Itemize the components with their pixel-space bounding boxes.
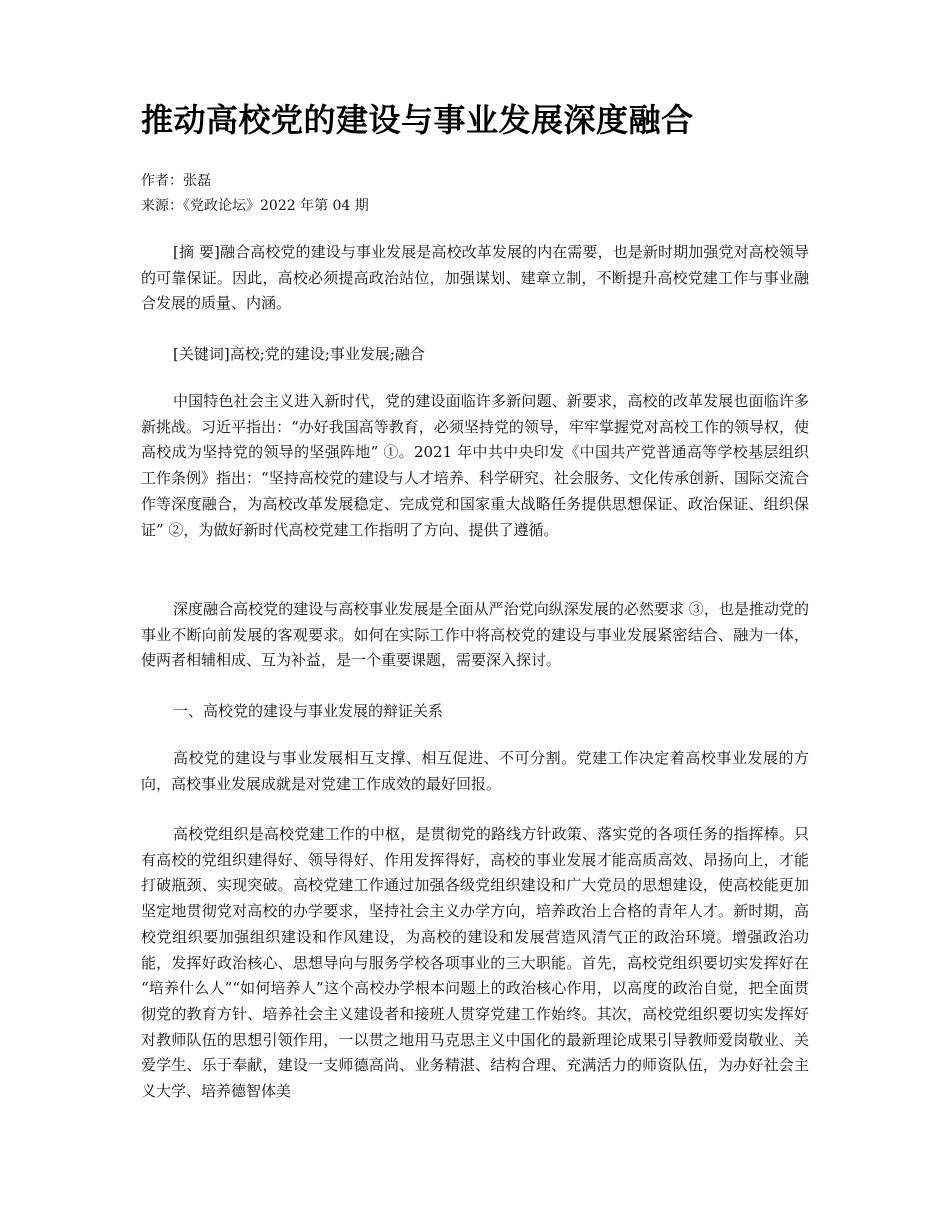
body-paragraph: 高校党的建设与事业发展相互支撑、相互促进、不可分割。党建工作决定着高校事业发展的方向，高校事业发展成就是对党建工作成效的最好回报。: [141, 749, 809, 793]
author-line: 作者：张磊: [141, 173, 211, 189]
body-paragraph: 中国特色社会主义进入新时代，党的建设面临许多新问题、新要求，高校的改革发展也面临许多新挑战。习近平指出：“办好我国高等教育，必须坚持党的领导，牢牢掌握党对高校工作的领导权，使高校成为坚持党的领导的坚强阵地” ①。2021 年中共中央印发《中国共产党普通高等学校基层组织工作条例》指出：“坚持高校党的建设与人才培养、科学研究、社会服务、文化传承创新、国际交流合作等深度融合，为高校改革发展稳定、完成党和国家重大战略任务提供思想保证、政治保证、组织保证” ②，为做好新时代高校党建工作指明了方向、提供了遵循。: [141, 392, 809, 539]
source-line: 来源：《党政论坛》2022 年第 04 期: [141, 198, 369, 214]
article-title: 推动高校党的建设与事业发展深度融合: [141, 101, 694, 139]
section-heading: 一、高校党的建设与事业发展的辩证关系: [173, 702, 444, 720]
body-paragraph: 高校党组织是高校党建工作的中枢，是贯彻党的路线方针政策、落实党的各项任务的指挥棒。只有高校的党组织建得好、领导得好、作用发挥得好，高校的事业发展才能高质高效、昂扬向上，才能打破瓶颈、实现突破。高校党建工作通过加强各级党组织建设和广大党员的思想建设，使高校能更加坚定地贯彻党对高校的办学要求，坚持社会主义办学方向，培养政治上合格的青年人才。新时期，高校党组织要加强组织建设和作风建设，为高校的建设和发展营造风清气正的政治环境。增强政治功能，发挥好政治核心、思想导向与服务学校各项事业的三大职能。首先，高校党组织要切实发挥好在 “培养什么人”“如何培养人”这个高校办学根本问题上的政治核心作用，以高度的政治自觉，把全面贯彻党的教育方针、培养社会主义建设者和接班人贯穿党建工作始终。其次，高校党组织要切实发挥好对教师队伍的思想引领作用，一以贯之地用马克思主义中国化的最新理论成果引导教师爱岗敬业、关爱学生、乐于奉献，建设一支师德高尚、业务精湛、结构合理、充满活力的师资队伍，为办好社会主义大学、培养德智体美: [141, 825, 809, 1101]
body-paragraph: 深度融合高校党的建设与高校事业发展是全面从严治党向纵深发展的必然要求 ③，也是推动党的事业不断向前发展的客观要求。如何在实际工作中将高校党的建设与事业发展紧密结合、融为一体，使两者相辅相成、互为补益，是一个重要课题，需要深入探讨。: [141, 600, 809, 670]
keywords-paragraph: [关键词]高校;党的建设;事业发展;融合: [173, 345, 425, 363]
abstract-paragraph: [摘 要]融合高校党的建设与事业发展是高校改革发展的内在需要，也是新时期加强党对高校领导的可靠保证。因此，高校必须提高政治站位，加强谋划、建章立制，不断提升高校党建工作与事业融合发展的质量、内涵。: [141, 243, 809, 313]
